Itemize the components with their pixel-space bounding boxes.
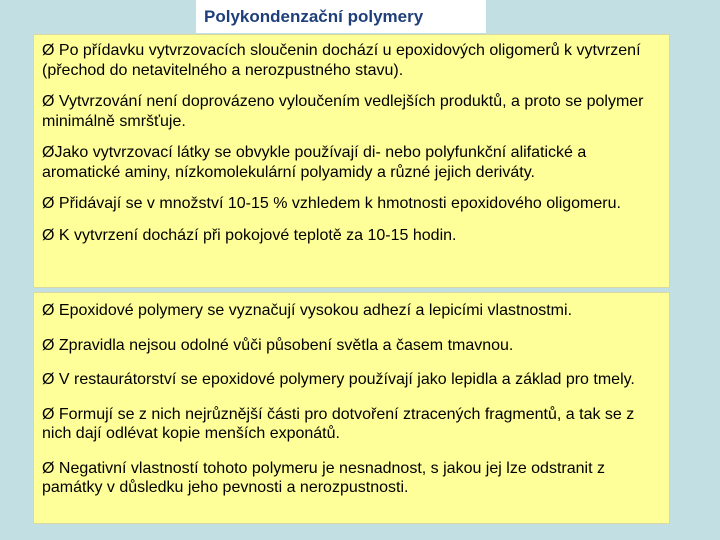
text-panel-properties [33, 292, 670, 524]
bullet-item: Ø V restaurátorství se epoxidové polymery používají jako lepidla a základ pro tmely. [42, 371, 635, 388]
bullet-item: Ø Přidávají se v množství 10-15 % vzhledem k hmotnosti epoxidového oligomeru. [42, 195, 621, 212]
bullet-item: Ø Zpravidla nejsou odolné vůči působení světla a časem tmavnou. [42, 336, 514, 354]
text-panel-curing [33, 34, 670, 288]
bullet-item: Ø Epoxidové polymery se vyznačují vysokou adhezí a lepicími vlastnostmi. [42, 302, 573, 319]
bullet-item: Ø K vytvrzení dochází při pokojové teplotě za 10-15 hodin. [42, 226, 457, 244]
bullet-item: Ø Vytvrzování není doprovázeno vyloučením vedlejších produktů, a proto se polymer minimálně smršťuje. [42, 93, 644, 130]
bullet-item: Ø Negativní vlastností tohoto polymeru je nesnadnost, s jakou jej lze odstranit z památky v důsledku jeho pevnosti a nerozpustnosti. [42, 459, 605, 496]
bullet-item: Ø Formují se z nich nejrůznější části pro dotvoření ztracených fragmentů, a tak se z nich dají odlévat kopie menších exponátů. [42, 405, 635, 442]
page-title: Polykondenzační polymery [204, 7, 424, 26]
title-box [196, 0, 486, 33]
bullet-item: Ø Po přídavku vytvrzovacích sloučenin dochází u epoxidových oligomerů k vytvrzení (přechod do netavitelného a nerozpustného stavu). [42, 42, 641, 79]
bullet-item: ØJako vytvrzovací látky se obvykle používají di- nebo polyfunkční alifatické a aromatické aminy, nízkomolekulární polyamidy a různé jejich deriváty. [42, 144, 587, 181]
